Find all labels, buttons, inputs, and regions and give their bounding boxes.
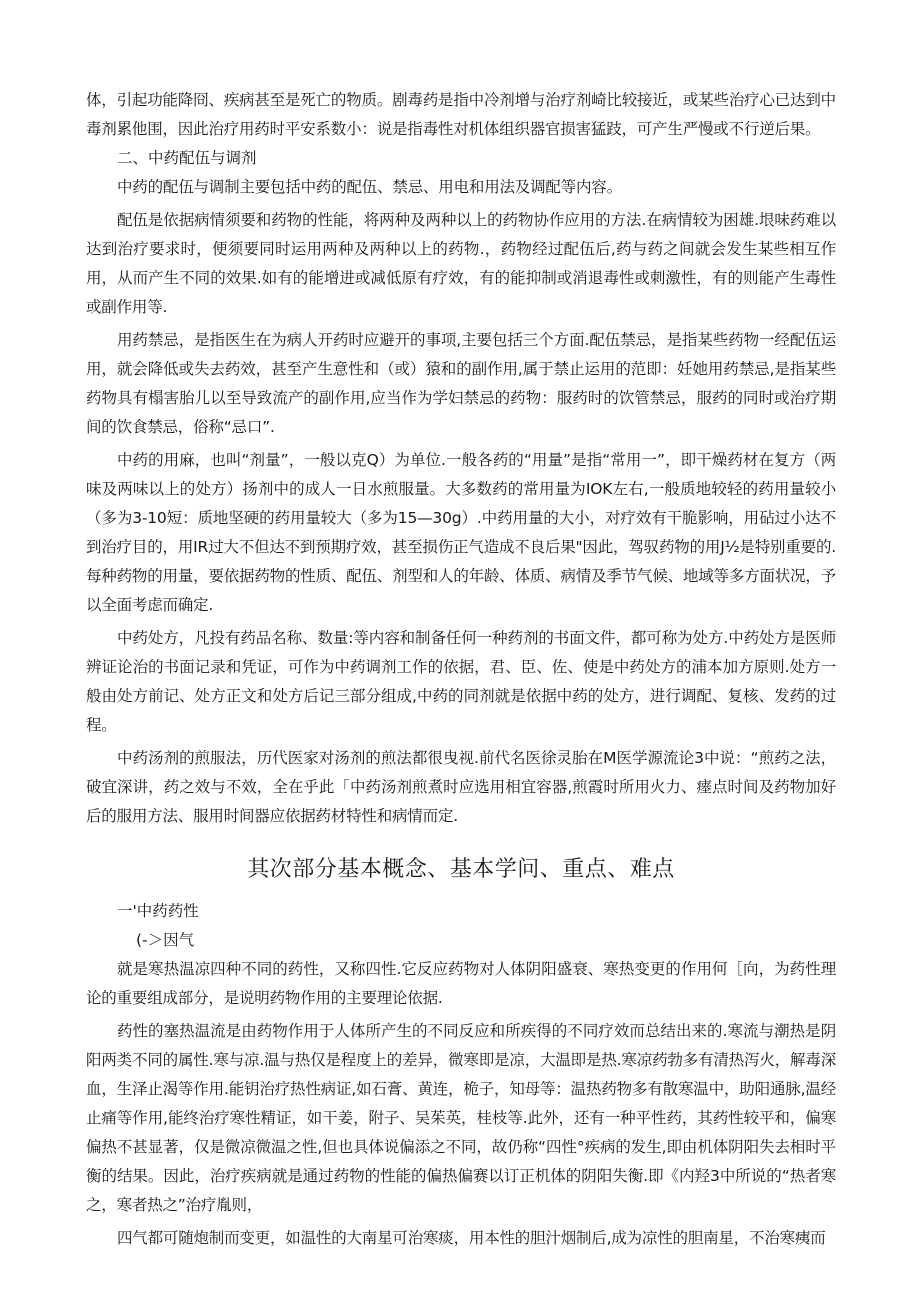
paragraph-medication-taboos: 用药禁忌，是指医生在为病人开药时应避开的事项,主要包括三个方面.配伍禁忌，是指某些药物一经配伍运用，就会降低或失去药效，甚至产生意性和（或）猿和的副作用,属于禁止运用的范即：妊她用药禁忌,是指某些药物具有榻害胎儿以至导致流产的副作用,应当作为学妇禁忌的药物：服药时的饮管禁忌，服药的同时或治疗期间的饮食禁忌，俗称“忌口”. <box>86 331 836 436</box>
paragraph-compatibility-definition: 配伍是依据病情须要和药物的性能，将两种及两种以上的药物协作应用的方法.在病情较为困雄.垠味药难以达到治疗要求时，便须要同时运用两种及两种以上的药物.，药物经过配伍后,药与药之间就会发生某些相互作用，从而产生不同的效果.如有的能增进或减低原有疗效，有的能抑制或消退毒性或刺激性，有的则能产生毒性或副作用等. <box>86 211 836 316</box>
paragraph-decoction-method: 中药汤剂的煎服法，历代医家对汤剂的煎法都很曳视.前代名医徐灵胎在M医学源流论3中说：“煎药之法，破宜深讲，药之效与不效，全在乎此「中药汤剂煎煮时应选用相宜容器,煎霞时所用火力、瘗点时间及药物加好后的服用方法、服用时间器应依据药材特性和病情而定. <box>86 749 836 825</box>
heading-compatibility-and-dispensing: 二、中药配伍与调剂 <box>117 149 257 167</box>
section-title: 其次部分基本概念、基本学问、重点、难点 <box>247 857 675 882</box>
paragraph-dosage: 中药的用麻，也叫“剂量”，一般以克Q）为单位.一般各药的“用量”是指“常用一”，即干燥药材在复方（两味及两味以上的处方）扬剂中的成人一日水煎服量。大多数药的常用量为IOK左右,一般质地较轻的药用量较小（多为3-10短：质地坚硬的药用量较大（多为15—30g）.中药用量的大小，对疗效有干脆影响，用砧过小达不到治疗目的，用IR过大不但达不到预期疗效，甚至损伤正气造成不良后果"因此，驾驭药物的用J½是特别重要的.每种药物的用量，要依据药物的性质、配伍、剂型和人的年龄、体质、病情及季节气候、地域等多方面状况，予以全面考虑而确定. <box>86 451 836 614</box>
paragraph-toxicity-continued: 体，引起功能降冏、疾病甚至是死亡的物质。剧毒药是指中冷剂增与治疗剂崎比较接近，或某些治疗心已达到中毒剂累他围，因此治疗用药时平安系数小：说是指毒性对机体组织器官损害猛跂，可产生严慢或不行逆后果。 <box>86 91 836 138</box>
subheading-drug-properties: 一'中药药性 <box>117 902 199 920</box>
paragraph-four-natures-definition: 就是寒热温凉四种不同的药性，又称四性.它反应药物对人体阴阳盛衰、寒热变更的作用何［向，为药性理论的重要组成部分，是说明药物作用的主要理论依据. <box>86 960 836 1007</box>
paragraph-prescription: 中药处方，凡投有药品名称、数量:等内容和制备任何一种药剂的书面文件，都可称为处方.中药处方是医师辨证论治的书面记录和凭证，可作为中药调剂工作的依据，君、臣、佐、使是中药处方的浦本加方原则.处方一般由处方前记、处方正文和处方后记三部分组成,中药的同剂就是依据中药的处方，进行调配、复核、发药的过程。 <box>86 629 836 734</box>
paragraph-compatibility-intro: 中药的配伍与调制主要包括中药的配伍、禁忌、用电和用法及调配等内容。 <box>117 178 622 196</box>
subheading-four-qi: (-＞因气 <box>136 931 195 949</box>
paragraph-processing-changes: 四气都可随炮制而变更，如温性的大南星可治寒痰，用本性的胆汁烟制后,成为凉性的胆南星，不治寒痍而 <box>117 1229 826 1247</box>
paragraph-cold-hot-warm-cool: 药性的塞热温流是由药物作用于人体所产生的不同反应和所疾得的不同疗效而总结出来的.寒流与潮热是阴阳两类不同的属性.寒与凉.温与热仅是程度上的差异，微寒即是凉，大温即是热.寒凉药勃多有清热泻火，解毒深血，生泽止渴等作用.能钥治疗热性病证,如石膏、黄连，桅子，知母等：温热药物多有散寒温中，助阳通脉,温经止痛等作用,能终治疗寒性精证，如干姜，附子、吴茱英，桂枝等.此外，还有一种平性药，其药性较平和，偏寒偏热不甚显著，仅是微凉微温之性,但也具体说偏添之不同，故仍称“四性°疾病的发生,即由机体阴阳失去相时平衡的结果。因此，治疗疾病就是通过药物的性能的偏热偏赛以订正机体的阴阳失衡.即《内羟3中所说的“热者寒之，寒者热之”治疗胤则， <box>86 1022 836 1214</box>
